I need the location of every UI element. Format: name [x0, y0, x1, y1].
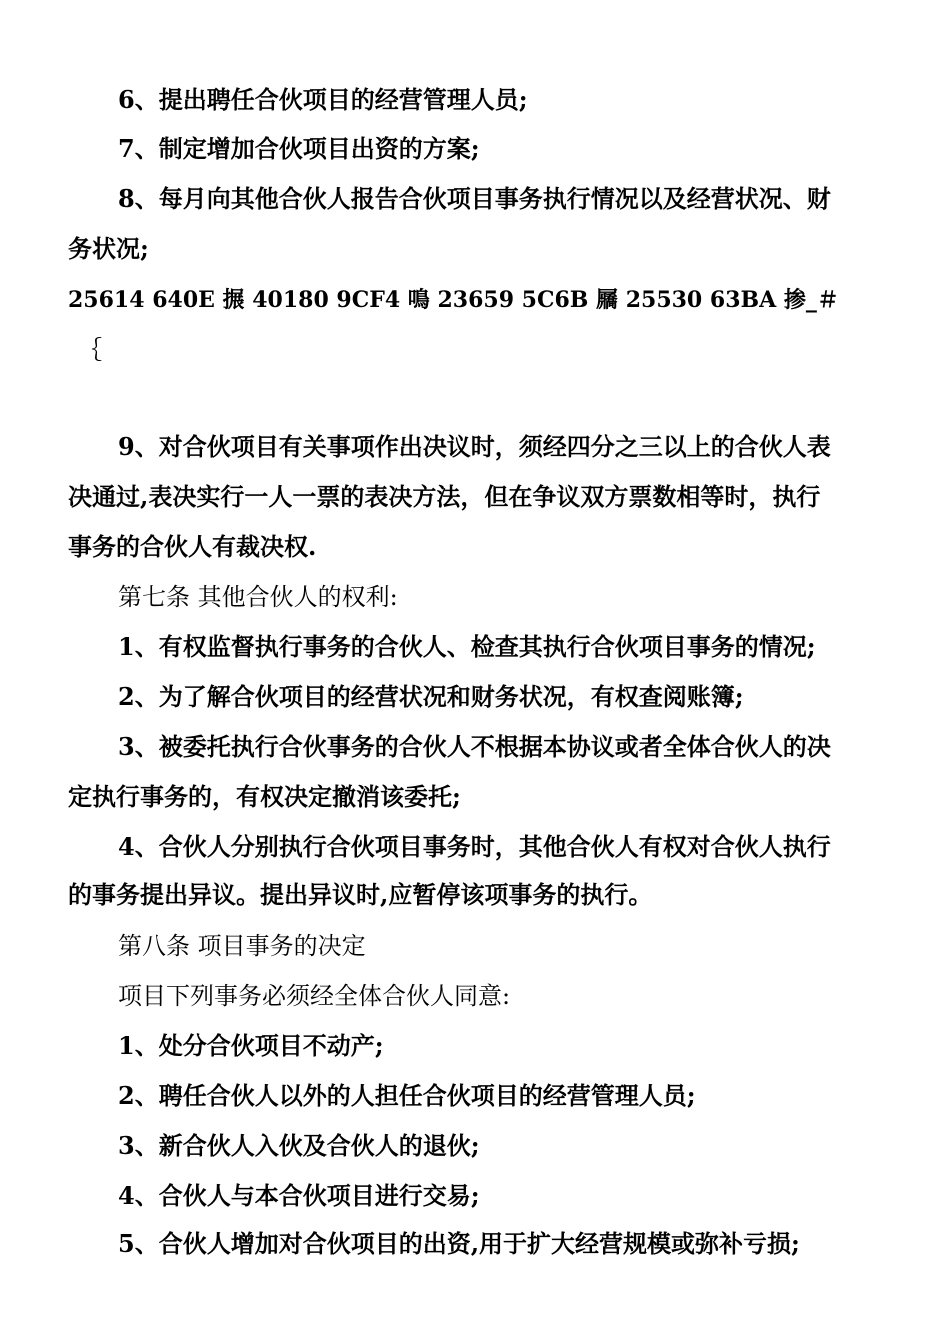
paragraph-line: 7、制定增加合伙项目出资的方案;	[118, 134, 480, 163]
paragraph-line: 项目下列事务必须经全体合伙人同意:	[118, 982, 511, 1010]
garbled-text-line: 25614 640E 搌 40180 9CF4 鳴 23659 5C6B 屫 25530 63BA 掺_＃	[68, 287, 839, 313]
paragraph-line: 的事务提出异议。提出异议时,应暂停该项事务的执行。	[68, 880, 653, 909]
paragraph-line: 4、合伙人与本合伙项目进行交易;	[118, 1181, 480, 1210]
paragraph-line: 1、处分合伙项目不动产;	[118, 1031, 384, 1060]
paragraph-line: 决通过,表决实行一人一票的表决方法，但在争议双方票数相等时，执行	[68, 482, 821, 511]
paragraph-line: 3、被委托执行合伙事务的合伙人不根据本协议或者全体合伙人的决	[118, 732, 831, 761]
paragraph-line: 2、为了解合伙项目的经营状况和财务状况，有权查阅账簿;	[118, 682, 744, 711]
brace-line: ｛	[78, 336, 102, 364]
section-heading: 第七条 其他合伙人的权利:	[118, 583, 398, 611]
paragraph-line: 4、合伙人分别执行合伙项目事务时，其他合伙人有权对合伙人执行	[118, 832, 831, 861]
section-heading: 第八条 项目事务的决定	[118, 932, 366, 960]
paragraph-line: 1、有权监督执行事务的合伙人、检查其执行合伙项目事务的情况;	[118, 632, 816, 661]
paragraph-line: 6、提出聘任合伙项目的经营管理人员;	[118, 85, 528, 114]
paragraph-line: 9、对合伙项目有关事项作出决议时，须经四分之三以上的合伙人表	[118, 432, 831, 461]
paragraph-line: 务状况;	[68, 234, 149, 263]
paragraph-line: 8、每月向其他合伙人报告合伙项目事务执行情况以及经营状况、财	[118, 184, 831, 213]
paragraph-line: 3、新合伙人入伙及合伙人的退伙;	[118, 1131, 480, 1160]
paragraph-line: 事务的合伙人有裁决权.	[68, 532, 317, 561]
paragraph-line: 定执行事务的，有权决定撤消该委托;	[68, 782, 461, 811]
paragraph-line: 5、合伙人增加对合伙项目的出资,用于扩大经营规模或弥补亏损;	[118, 1229, 800, 1258]
paragraph-line: 2、聘任合伙人以外的人担任合伙项目的经营管理人员;	[118, 1081, 696, 1110]
